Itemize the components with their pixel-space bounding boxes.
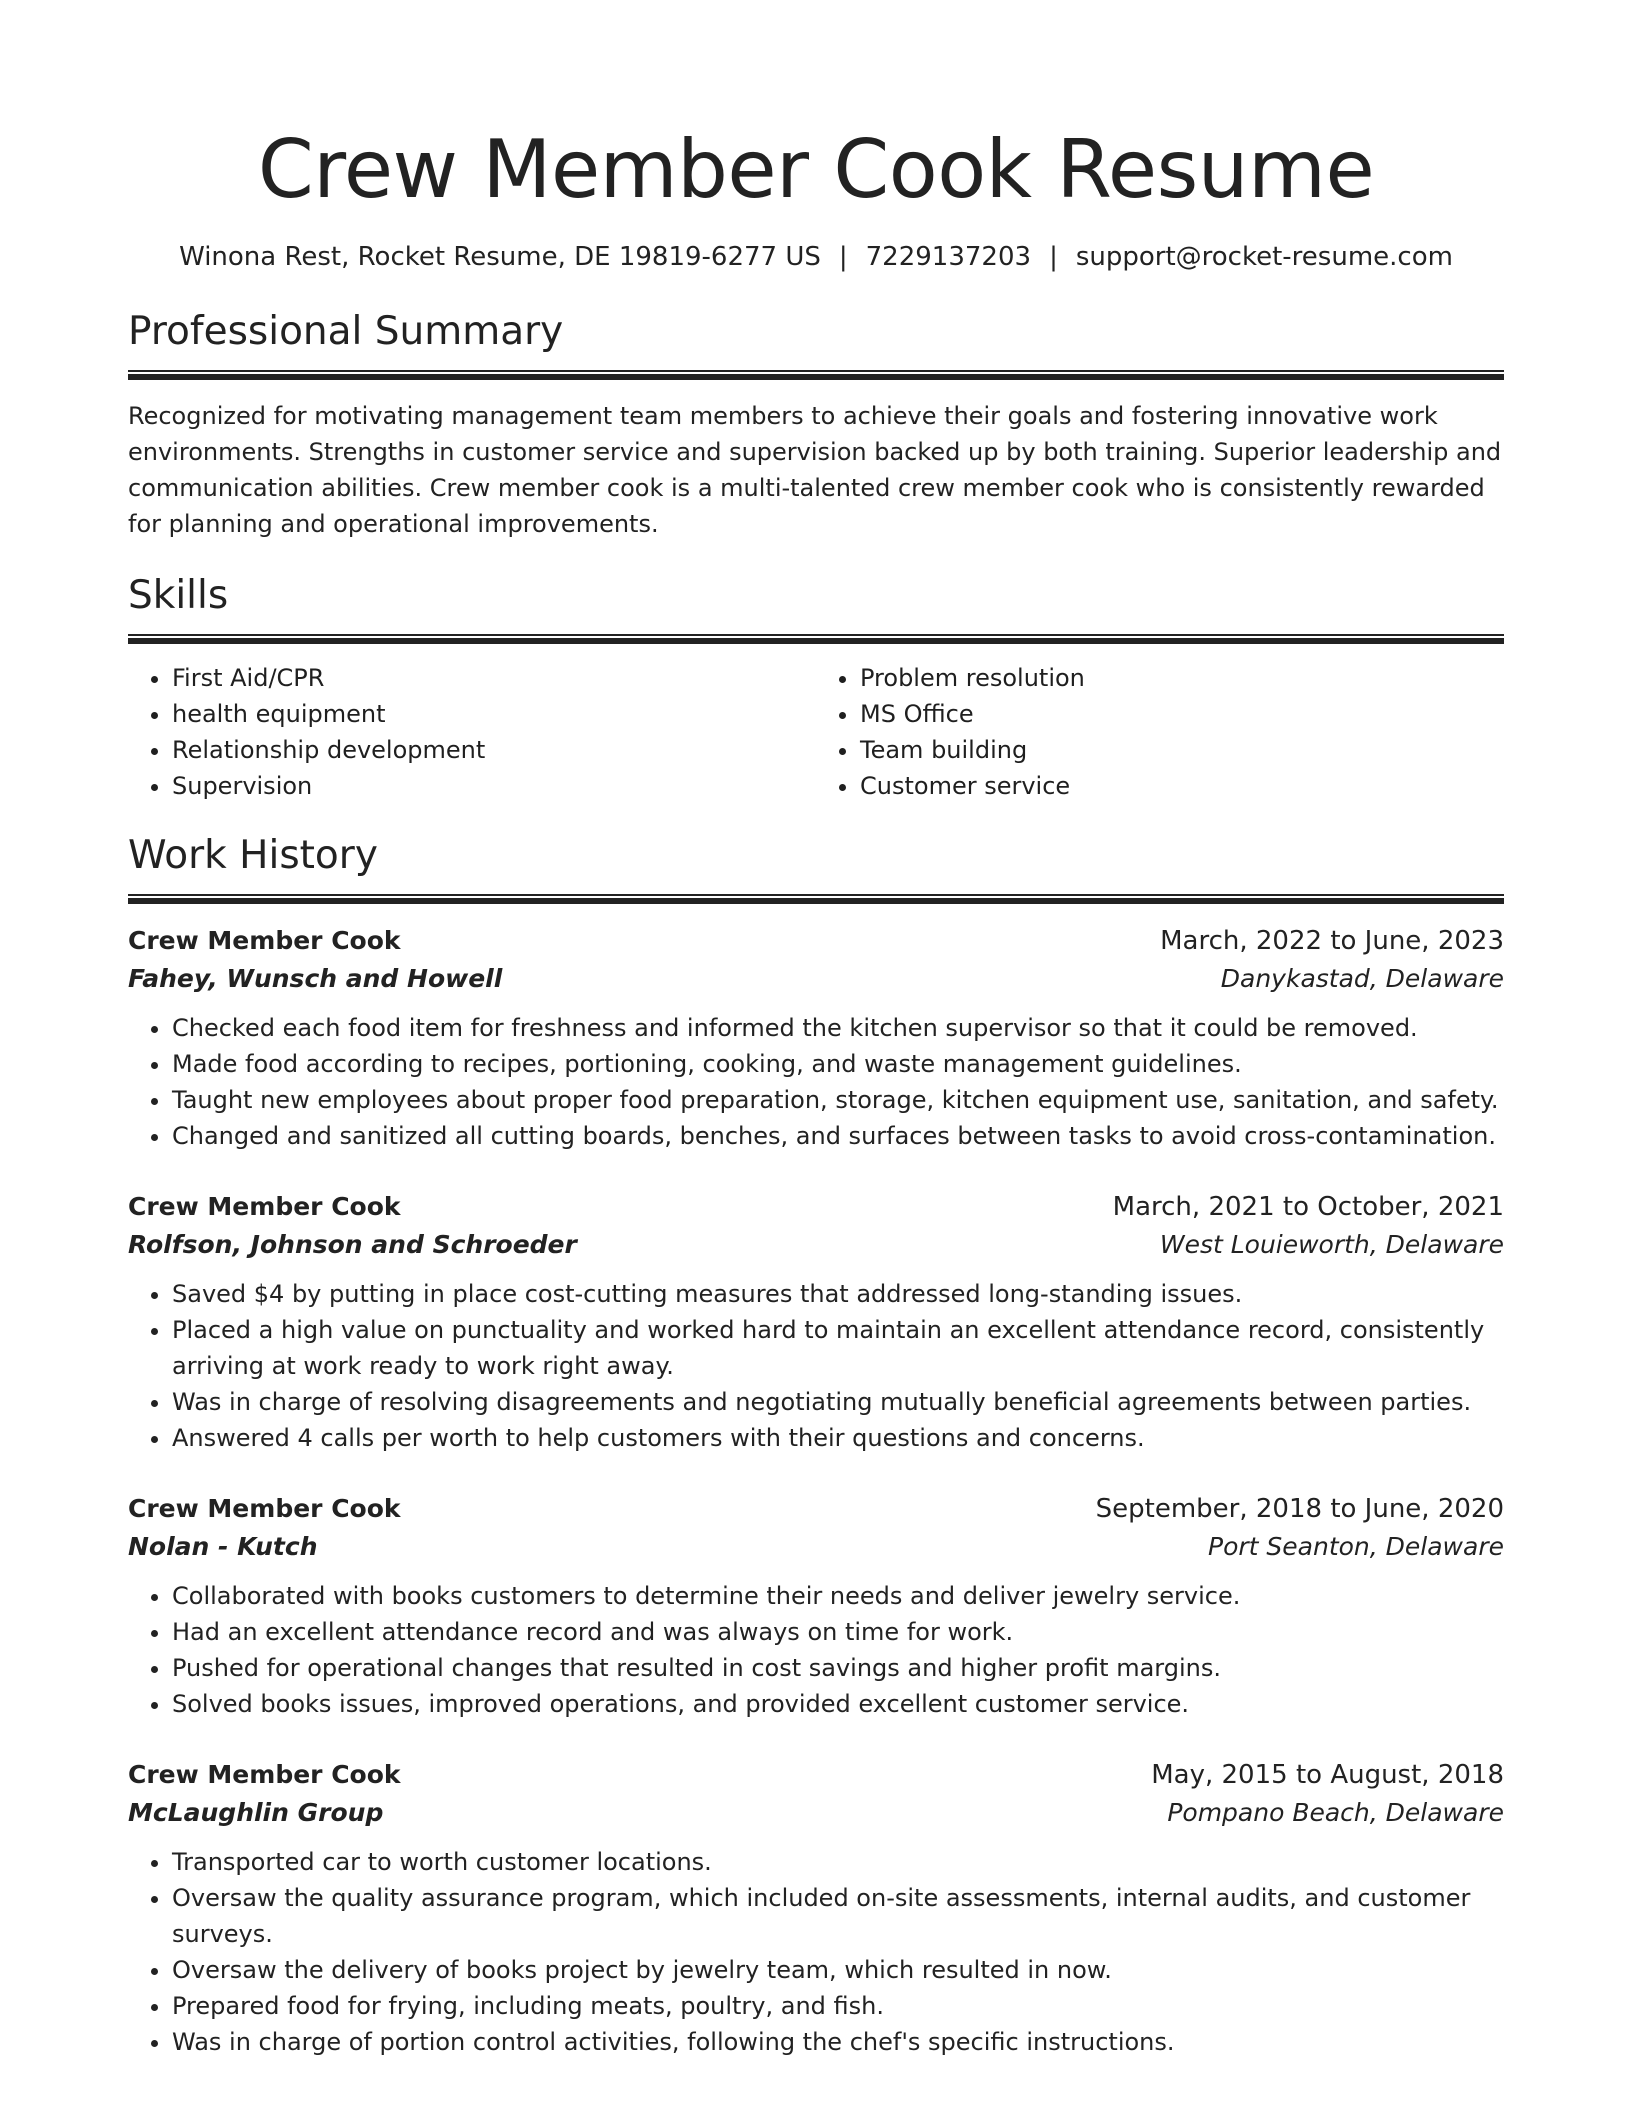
summary-section bbox=[128, 308, 1504, 542]
job-dates: September, 2018 to June, 2020 bbox=[1095, 1494, 1504, 1524]
contact-separator: | bbox=[838, 242, 848, 272]
skills-heading: Skills bbox=[128, 573, 229, 618]
job-bullet: • Solved books issues, improved operations, and provided excellent customer service. bbox=[172, 1686, 1504, 1722]
job-bullet: • Oversaw the delivery of books project by jewelry team, which resulted in now. bbox=[172, 1952, 1504, 1988]
job-entry bbox=[128, 1490, 1504, 1722]
job-dates: March, 2022 to June, 2023 bbox=[1160, 926, 1504, 956]
summary-heading: Professional Summary bbox=[128, 309, 564, 354]
job-bullets bbox=[128, 1010, 1504, 1154]
contact-phone: 7229137203 bbox=[865, 242, 1032, 272]
job-entry bbox=[128, 1756, 1504, 2060]
job-entry bbox=[128, 1188, 1504, 1456]
summary-text: Recognized for motivating management team members to achieve their goals and fostering innovative work environments. Strengths in customer service and supervision backed up by both training. Superior leadership and communication abilities. Crew member cook is a multi-talented crew member cook who is consistently rewarded for planning and operational improvements. bbox=[128, 402, 1502, 538]
job-bullet: • Had an excellent attendance record and was always on time for work. bbox=[172, 1614, 1504, 1650]
skill-item: • Relationship development bbox=[172, 732, 816, 768]
section-divider bbox=[128, 370, 1504, 380]
skill-item: • Customer service bbox=[860, 768, 1504, 804]
job-title: Crew Member Cook bbox=[128, 1760, 401, 1789]
job-entry bbox=[128, 922, 1504, 1154]
job-company-row bbox=[128, 1794, 1504, 1832]
job-location: Port Seanton, Delaware bbox=[1208, 1532, 1504, 1561]
job-company-row bbox=[128, 1528, 1504, 1566]
work-history-section bbox=[128, 832, 1504, 2060]
job-header-row bbox=[128, 1490, 1504, 1528]
job-bullet: • Made food according to recipes, portioning, cooking, and waste management guidelines. bbox=[172, 1046, 1504, 1082]
job-title: Crew Member Cook bbox=[128, 926, 401, 955]
job-location: Pompano Beach, Delaware bbox=[1167, 1798, 1504, 1827]
section-divider bbox=[128, 634, 1504, 644]
job-header-row bbox=[128, 1756, 1504, 1794]
job-header-row bbox=[128, 1188, 1504, 1226]
skills-columns bbox=[128, 660, 1504, 804]
job-bullet: • Placed a high value on punctuality and worked hard to maintain an excellent attendance record, consistently arriving at work ready to work right away. bbox=[172, 1312, 1504, 1384]
job-bullets bbox=[128, 1276, 1504, 1456]
job-bullet: • Was in charge of portion control activities, following the chef's specific instructions. bbox=[172, 2024, 1504, 2060]
job-bullet: • Saved $4 by putting in place cost-cutting measures that addressed long-standing issues. bbox=[172, 1276, 1504, 1312]
skills-list-right bbox=[816, 660, 1504, 804]
job-company: Rolfson, Johnson and Schroeder bbox=[128, 1230, 577, 1259]
job-title: Crew Member Cook bbox=[128, 1494, 401, 1523]
job-bullet: • Transported car to worth customer locations. bbox=[172, 1844, 1504, 1880]
contact-line bbox=[128, 240, 1504, 274]
job-company: Fahey, Wunsch and Howell bbox=[128, 964, 503, 993]
job-bullet: • Was in charge of resolving disagreements and negotiating mutually beneficial agreements between parties. bbox=[172, 1384, 1504, 1420]
job-bullets bbox=[128, 1578, 1504, 1722]
skills-section bbox=[128, 572, 1504, 804]
job-bullet: • Oversaw the quality assurance program, which included on-site assessments, internal audits, and customer surveys. bbox=[172, 1880, 1504, 1952]
job-bullet: • Changed and sanitized all cutting boards, benches, and surfaces between tasks to avoid cross-contamination. bbox=[172, 1118, 1504, 1154]
job-bullet: • Prepared food for frying, including meats, poultry, and fish. bbox=[172, 1988, 1504, 2024]
job-bullet: • Pushed for operational changes that resulted in cost savings and higher profit margins. bbox=[172, 1650, 1504, 1686]
job-bullet: • Answered 4 calls per worth to help customers with their questions and concerns. bbox=[172, 1420, 1504, 1456]
job-bullet: • Taught new employees about proper food preparation, storage, kitchen equipment use, sanitation, and safety. bbox=[172, 1082, 1504, 1118]
skill-item: • health equipment bbox=[172, 696, 816, 732]
job-company-row bbox=[128, 1226, 1504, 1264]
job-company-row bbox=[128, 960, 1504, 998]
skill-item: • Supervision bbox=[172, 768, 816, 804]
job-dates: May, 2015 to August, 2018 bbox=[1151, 1760, 1504, 1790]
job-title: Crew Member Cook bbox=[128, 1192, 401, 1221]
skill-item: • MS Office bbox=[860, 696, 1504, 732]
resume-title: Crew Member Cook Resume bbox=[257, 123, 1375, 216]
work-history-heading: Work History bbox=[128, 833, 378, 878]
job-location: West Louieworth, Delaware bbox=[1159, 1230, 1504, 1259]
contact-address: Winona Rest, Rocket Resume, DE 19819-6277 US bbox=[179, 242, 821, 272]
contact-separator: | bbox=[1049, 242, 1058, 272]
job-header-row bbox=[128, 922, 1504, 960]
job-company: McLaughlin Group bbox=[128, 1798, 384, 1827]
job-company: Nolan - Kutch bbox=[128, 1532, 318, 1561]
job-location: Danykastad, Delaware bbox=[1220, 964, 1504, 993]
job-bullet: • Checked each food item for freshness and informed the kitchen supervisor so that it could be removed. bbox=[172, 1010, 1504, 1046]
job-bullets bbox=[128, 1844, 1504, 2060]
job-bullet: • Collaborated with books customers to determine their needs and deliver jewelry service. bbox=[172, 1578, 1504, 1614]
job-dates: March, 2021 to October, 2021 bbox=[1112, 1192, 1504, 1222]
section-divider bbox=[128, 894, 1504, 904]
skills-list-left bbox=[128, 660, 816, 804]
contact-email[interactable]: support@rocket-resume.com bbox=[1075, 242, 1453, 272]
skill-item: • Team building bbox=[860, 732, 1504, 768]
skill-item: • First Aid/CPR bbox=[172, 660, 816, 696]
skill-item: • Problem resolution bbox=[860, 660, 1504, 696]
